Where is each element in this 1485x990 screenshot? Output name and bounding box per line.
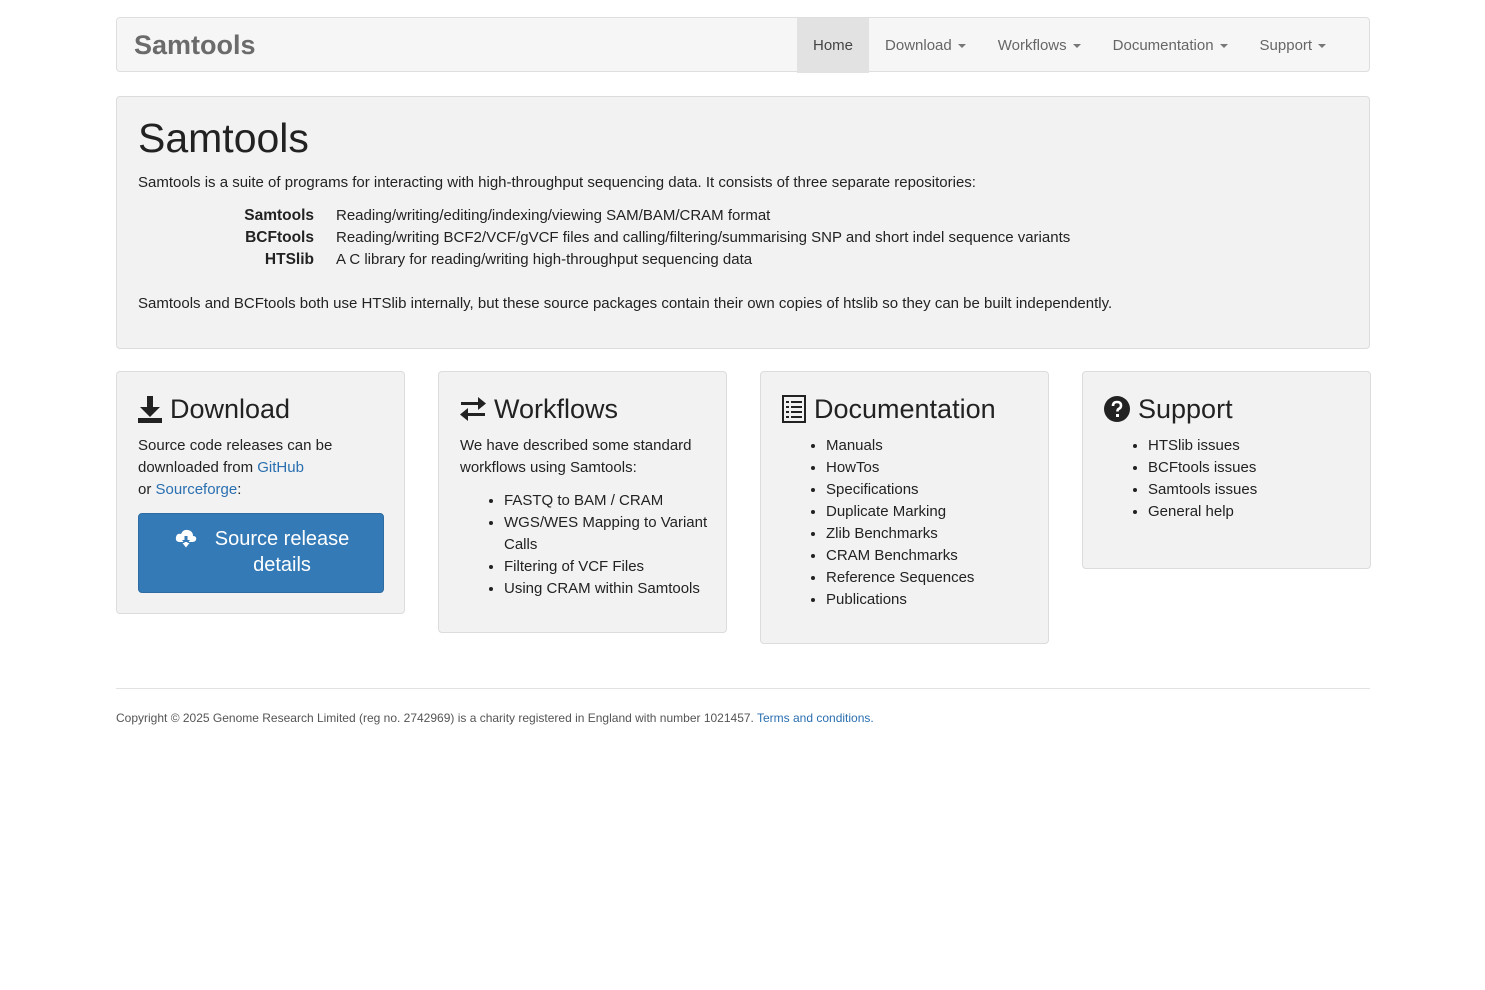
support-list bbox=[1104, 435, 1352, 523]
outro-text: Samtools and BCFtools both use HTSlib internally, but these source packages contain their own copies of htslib so they can be built independently. bbox=[138, 295, 1113, 312]
question-circle-icon bbox=[1104, 396, 1130, 422]
page-title: Samtools bbox=[138, 115, 309, 161]
repo-row bbox=[138, 205, 1070, 227]
download-text-colon: : bbox=[237, 481, 242, 498]
support-link[interactable]: • BCFtools issues bbox=[1148, 457, 1352, 479]
intro-text: Samtools is a suite of programs for interacting with high-throughput sequencing data. It consists of three separate repositories: bbox=[138, 174, 976, 191]
repo-row bbox=[138, 227, 1070, 249]
support-heading bbox=[1104, 392, 1233, 426]
nav-download[interactable] bbox=[869, 18, 982, 73]
terms-link[interactable]: Terms and conditions. bbox=[757, 711, 874, 725]
support-title: Support bbox=[1138, 394, 1233, 424]
workflows-intro: We have described some standard workflows using Samtools: bbox=[460, 437, 692, 476]
exchange-arrows-icon bbox=[460, 397, 486, 421]
github-link[interactable]: GitHub bbox=[257, 459, 304, 476]
repo-description: Reading/writing/editing/indexing/viewing SAM/BAM/CRAM format bbox=[336, 207, 771, 224]
nav-documentation-label: Documentation bbox=[1112, 36, 1214, 54]
download-text bbox=[138, 435, 386, 501]
workflow-link[interactable]: • Filtering of VCF Files bbox=[504, 556, 708, 578]
documentation-link[interactable]: • Zlib Benchmarks bbox=[826, 523, 1030, 545]
source-release-button[interactable] bbox=[138, 513, 384, 593]
nav-home-label: Home bbox=[813, 36, 854, 54]
download-panel bbox=[116, 371, 405, 614]
caret-down-icon bbox=[1318, 44, 1326, 48]
main-nav bbox=[797, 18, 1342, 73]
caret-down-icon bbox=[1220, 44, 1228, 48]
download-body bbox=[138, 435, 386, 501]
download-heading bbox=[138, 392, 290, 426]
navbar bbox=[116, 17, 1370, 72]
repo-description: Reading/writing BCF2/VCF/gVCF files and calling/filtering/summarising SNP and short indel sequence variants bbox=[336, 229, 1071, 246]
footer-divider bbox=[116, 688, 1370, 689]
nav-documentation[interactable] bbox=[1097, 18, 1244, 73]
nav-home[interactable] bbox=[797, 18, 869, 73]
workflow-link[interactable]: • Using CRAM within Samtools bbox=[504, 578, 708, 600]
nav-support[interactable] bbox=[1244, 18, 1343, 73]
repo-name: Samtools bbox=[244, 207, 314, 224]
download-text-or: or bbox=[138, 481, 156, 498]
documentation-body bbox=[782, 435, 1030, 611]
documentation-link[interactable]: • Specifications bbox=[826, 479, 1030, 501]
repo-row bbox=[138, 249, 1070, 271]
documentation-list bbox=[782, 435, 1030, 611]
support-link[interactable]: • Samtools issues bbox=[1148, 479, 1352, 501]
nav-download-label: Download bbox=[885, 36, 952, 54]
workflows-body bbox=[460, 435, 708, 600]
documentation-heading bbox=[782, 392, 996, 426]
repo-name: HTSlib bbox=[264, 251, 314, 268]
repo-name: BCFtools bbox=[245, 229, 314, 246]
caret-down-icon bbox=[958, 44, 966, 48]
nav-support-label: Support bbox=[1259, 36, 1313, 54]
repo-description: A C library for reading/writing high-throughput sequencing data bbox=[336, 251, 753, 268]
documentation-link[interactable]: • Manuals bbox=[826, 435, 1030, 457]
documentation-title: Documentation bbox=[814, 394, 996, 424]
documentation-link[interactable]: • HowTos bbox=[826, 457, 1030, 479]
support-body bbox=[1104, 435, 1352, 523]
brand-logo[interactable]: Samtools bbox=[134, 30, 256, 60]
source-release-label: Source release details bbox=[214, 528, 350, 576]
support-link[interactable]: • HTSlib issues bbox=[1148, 435, 1352, 457]
workflows-title: Workflows bbox=[494, 394, 619, 424]
workflow-link[interactable]: • FASTQ to BAM / CRAM bbox=[504, 490, 708, 512]
repo-list bbox=[138, 205, 1070, 271]
workflows-list bbox=[460, 490, 708, 600]
cloud-download-icon bbox=[175, 528, 197, 548]
documentation-link[interactable]: • Publications bbox=[826, 589, 1030, 611]
nav-workflows[interactable] bbox=[982, 18, 1097, 73]
sourceforge-link[interactable]: Sourceforge bbox=[155, 481, 238, 498]
support-link[interactable]: • General help bbox=[1148, 501, 1352, 523]
copyright-text: Copyright © 2025 Genome Research Limited (reg no. 2742969) is a charity registered in England with number 1021457. bbox=[116, 711, 757, 725]
documentation-link[interactable]: • Reference Sequences bbox=[826, 567, 1030, 589]
caret-down-icon bbox=[1073, 44, 1081, 48]
support-panel bbox=[1082, 371, 1371, 569]
workflow-link[interactable]: • WGS/WES Mapping to Variant Calls bbox=[504, 512, 708, 556]
list-document-icon bbox=[782, 395, 806, 423]
download-icon bbox=[138, 395, 162, 423]
download-text-part: Source code releases can be downloaded from bbox=[138, 437, 333, 476]
documentation-panel bbox=[760, 371, 1049, 644]
download-title: Download bbox=[170, 394, 291, 424]
nav-workflows-label: Workflows bbox=[997, 36, 1067, 54]
intro-jumbotron bbox=[116, 96, 1370, 349]
documentation-link[interactable]: • CRAM Benchmarks bbox=[826, 545, 1030, 567]
documentation-link[interactable]: • Duplicate Marking bbox=[826, 501, 1030, 523]
workflows-heading bbox=[460, 392, 618, 426]
footer bbox=[116, 709, 1370, 727]
workflows-panel bbox=[438, 371, 727, 633]
